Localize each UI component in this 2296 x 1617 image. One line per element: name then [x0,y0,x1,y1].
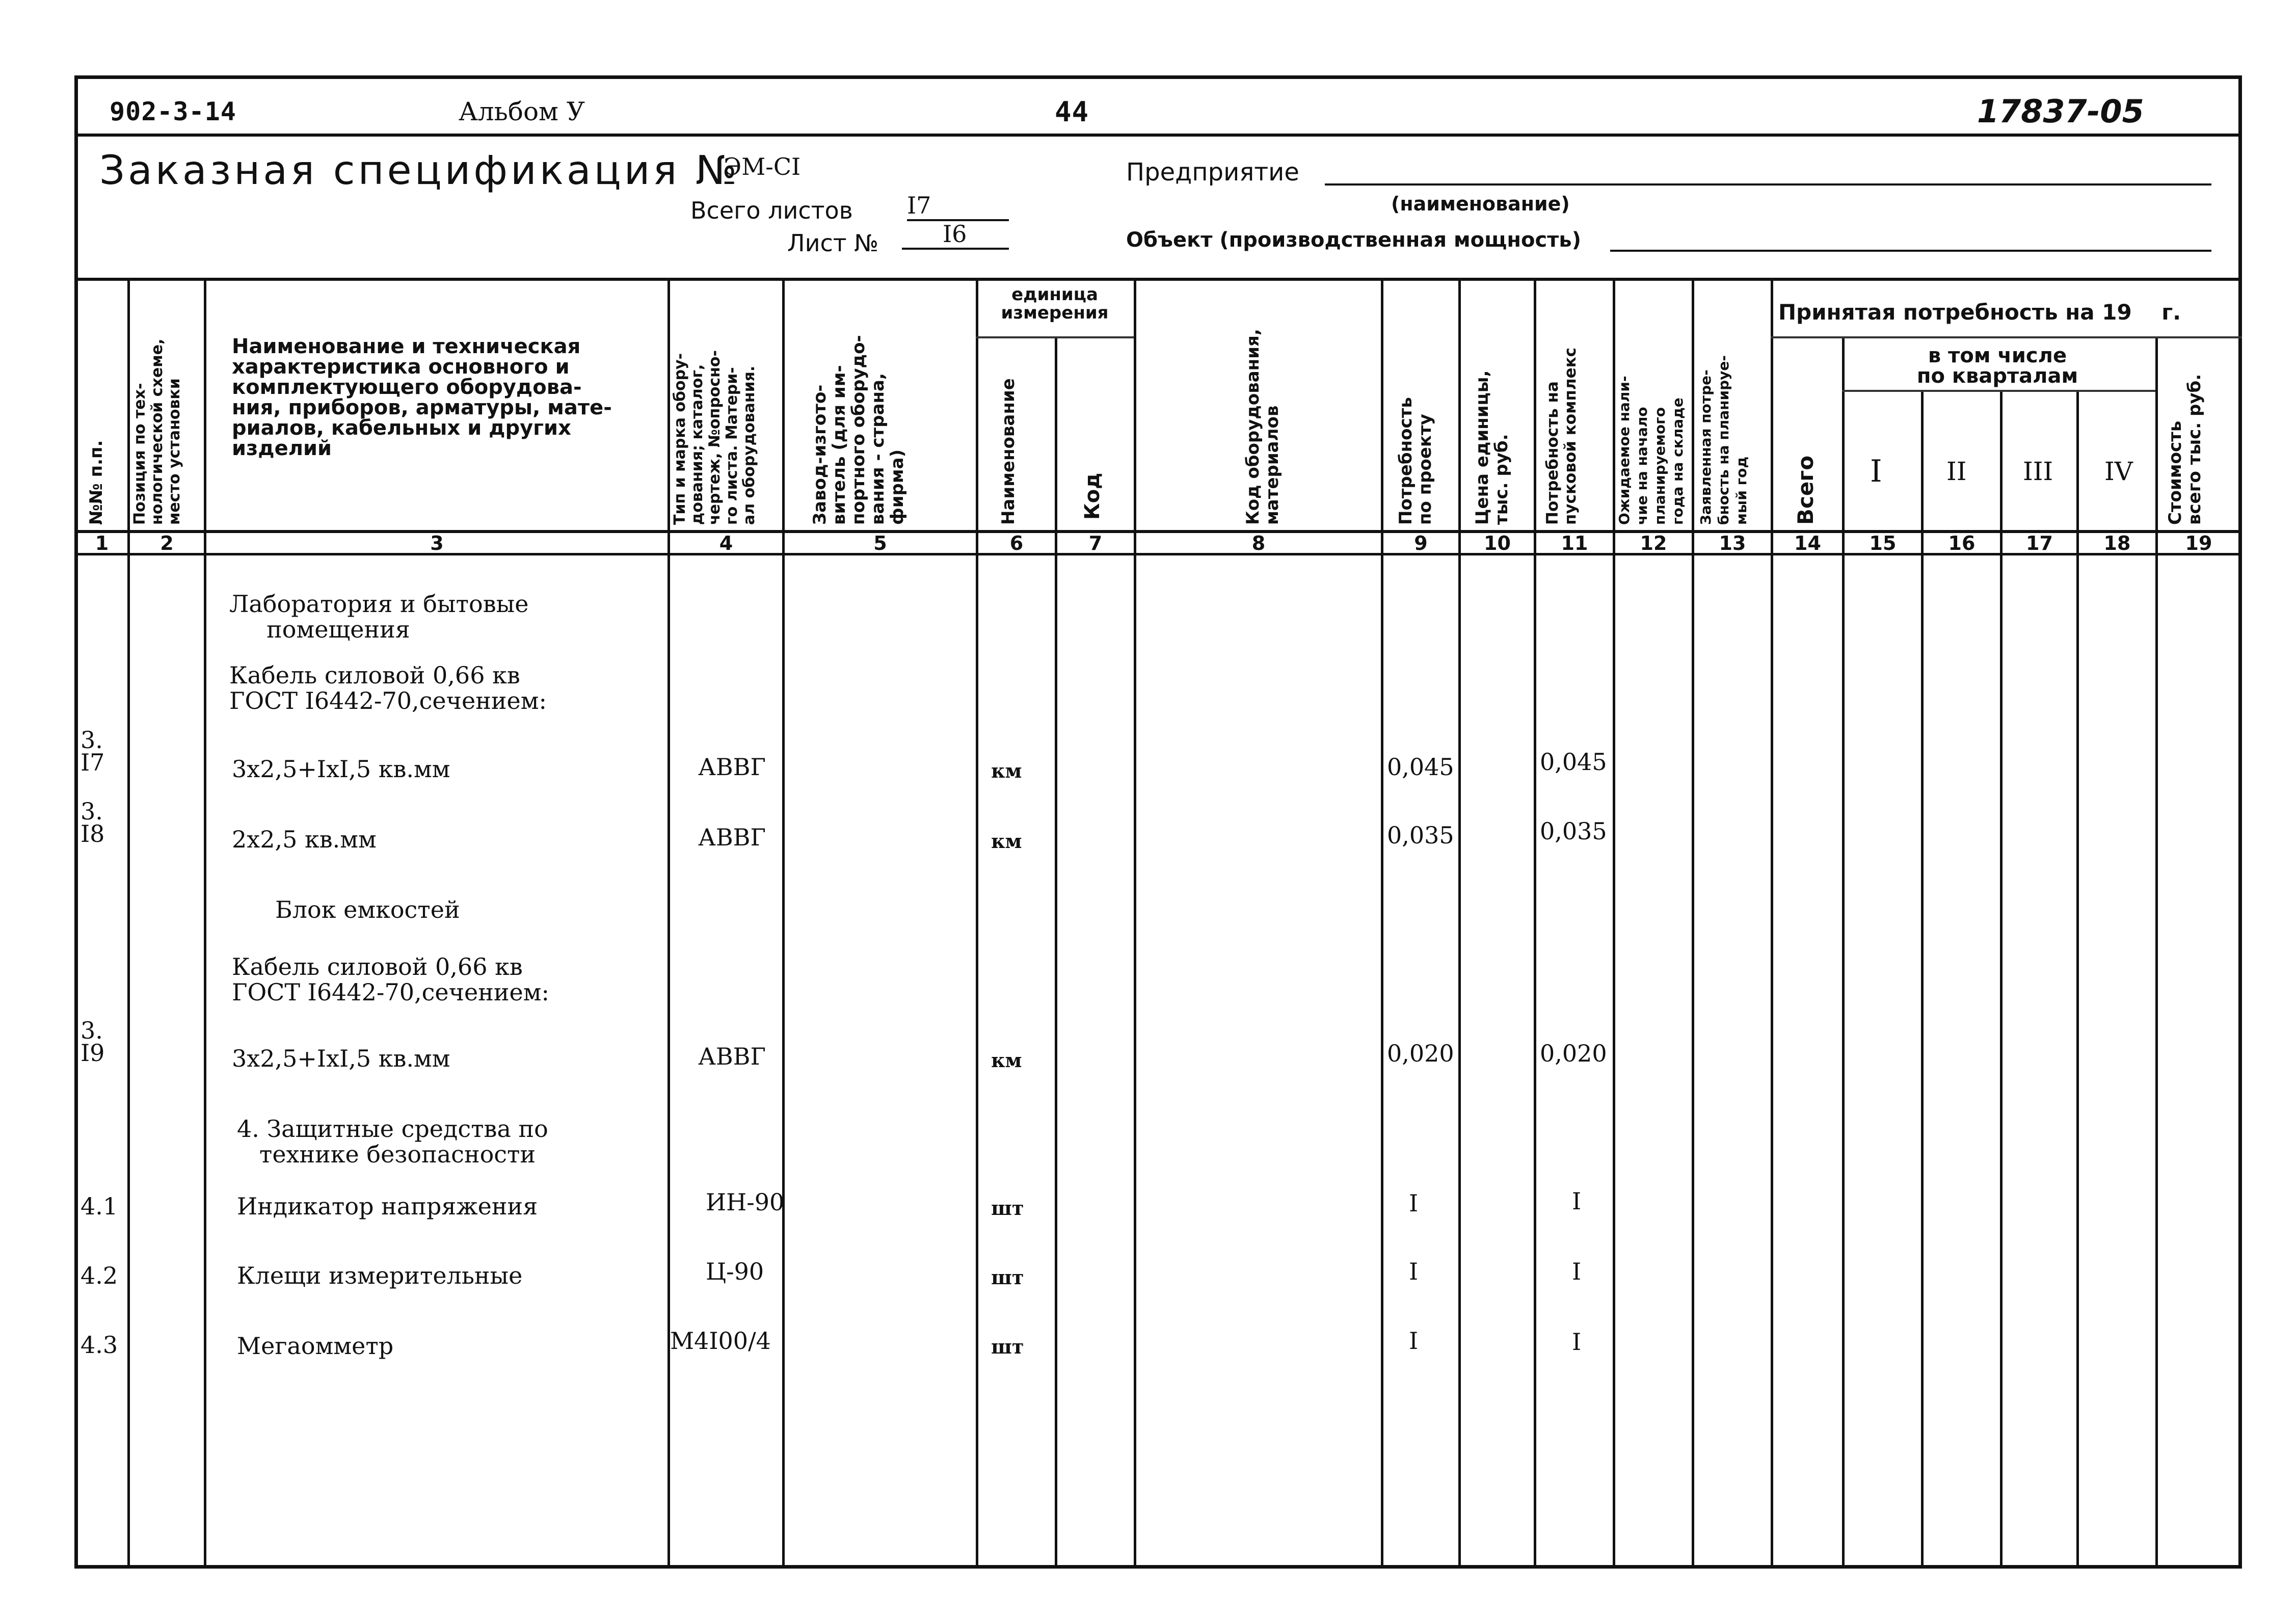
enterprise-note: (наименование) [1391,193,1570,215]
col-number: 15 [1869,532,1897,554]
row-number: 3. I7 [81,726,105,776]
col-header-13: Заявленная потре- бность на планируе- мый год [1697,355,1750,525]
col-number: 10 [1484,532,1511,554]
item-need: I [1409,1327,1419,1355]
col-line [1771,278,1773,1569]
album-label: Альбом У [459,97,585,126]
item-start-need: 0,020 [1540,1040,1607,1067]
col-line [976,278,978,1569]
item-unit: км [991,1049,1022,1072]
col-header-1: №№ п.п. [86,440,106,525]
col-header-7: Код [1081,472,1104,520]
doc-number: 17837-05 [1977,93,2144,130]
col-line [668,278,670,1569]
col-header-18: IV [2104,457,2133,486]
row-number: 3. I9 [81,1017,105,1067]
col-number: 6 [1009,532,1024,554]
col-line [2155,336,2158,1569]
col-line [2000,390,2003,1569]
row-number: 4.2 [81,1262,118,1289]
sheet-label: Лист № [787,229,879,257]
col-header-6: Наименование [998,378,1019,525]
col-header-10: Цена единицы, тыс. руб. [1472,370,1512,525]
col-line [1381,278,1383,1569]
item-start-need: I [1572,1258,1582,1285]
sheet-value: I6 [902,220,1009,250]
item-name: 3х2,5+IхI,5 кв.мм [232,755,450,783]
item-unit: км [991,759,1022,782]
item-group-heading: Кабель силовой 0,66 кв ГОСТ I6442-70,сечением: [232,953,550,1006]
col-header-15: I [1870,454,1882,489]
col-header-4: Тип и марка обору- дования; каталог, чертеж, №опросно- го листа. Матери- ал оборудования. [671,350,758,525]
col-number: 8 [1251,532,1266,554]
col-header-12: Ожидаемое нали- чие на начало планируемого года на складе [1616,376,1686,525]
item-need: 0,020 [1387,1040,1454,1067]
col-number: 11 [1561,532,1588,554]
section-heading: Блок емкостей [275,896,460,923]
col-header-2: Позиция по тех- нологической схеме, место установки [131,338,183,525]
quarters-group-header: в том числе по кварталам [1916,344,2078,388]
col-line [1692,278,1694,1569]
accepted-group-header: Принятая потребность на 19 г. [1778,300,2181,325]
col-number: 5 [873,532,887,554]
spec-number: ЭМ-CI [724,153,801,180]
col-number: 16 [1948,532,1975,554]
enterprise-label: Предприятие [1126,158,1299,187]
total-sheets-label: Всего листов [690,197,853,224]
col-number: 19 [2185,532,2212,554]
item-start-need: 0,035 [1540,817,1607,845]
col-line [782,278,785,1569]
item-name: 2х2,5 кв.мм [232,826,377,853]
item-name: Клещи измерительные [237,1262,523,1289]
col-number: 2 [160,532,174,554]
item-need: 0,035 [1387,821,1454,849]
item-name: Индикатор напряжения [237,1192,538,1220]
col-number: 13 [1719,532,1746,554]
col-number: 1 [95,532,109,554]
col-number: 17 [2026,532,2053,554]
col-header-5: Завод-изгото- витель (для им- портного оборудо- вания - страна, фирма) [810,335,907,525]
col-line [1534,278,1536,1569]
page-number: 44 [1055,96,1089,128]
col-number: 4 [719,532,733,554]
item-unit: шт [991,1335,1024,1358]
row-number: 4.3 [81,1331,118,1359]
enterprise-line [1325,183,2211,185]
item-unit: шт [991,1266,1024,1289]
col-line [1055,336,1057,1569]
col-header-9: Потребность по проекту [1396,397,1435,525]
section-heading: 4. Защитные средства по технике безопасности [237,1115,548,1168]
col-number: 3 [430,532,444,554]
item-unit: шт [991,1197,1024,1220]
item-name: Мегаомметр [237,1332,394,1360]
divider [74,134,2242,137]
col-line [2076,390,2079,1569]
item-need: I [1409,1258,1419,1285]
col-header-19: Стоимость всего тыс. руб. [2165,374,2205,525]
item-need: 0,045 [1387,753,1454,781]
col-number: 7 [1088,532,1103,554]
col-header-14: Всего [1793,455,1818,525]
col-number: 14 [1794,532,1821,554]
col-line [204,278,206,1569]
page-title: Заказная спецификация № [99,148,740,194]
item-type: М4I00/4 [670,1327,771,1355]
row-number: 4.1 [81,1192,118,1220]
col-number: 18 [2103,532,2131,554]
item-type: АВВГ [698,753,766,781]
col-header-11: Потребность на пусковой комплекс [1543,347,1580,525]
item-type: АВВГ [698,1043,766,1070]
col-line [1921,390,1924,1569]
item-type: ИН-90 [706,1188,785,1216]
col-line [1134,278,1136,1569]
col-header-17: III [2023,457,2053,486]
item-type: АВВГ [698,824,766,851]
group-line [1771,336,2242,338]
col-line [1842,336,1845,1569]
section-heading: Лаборатория и бытовые помещения [229,590,529,643]
col-number: 9 [1414,532,1428,554]
item-type: Ц-90 [706,1258,764,1285]
unit-group-header: единица измерения [1001,284,1109,323]
object-label: Объект (производственная мощность) [1126,228,1581,252]
divider [74,278,2242,281]
item-unit: км [991,830,1022,853]
row-number: 3. I8 [81,798,105,847]
item-name: 3х2,5+IхI,5 кв.мм [232,1045,450,1072]
item-group-heading: Кабель силовой 0,66 кв ГОСТ I6442-70,сечением: [229,661,547,714]
item-start-need: I [1572,1187,1582,1215]
col-line [1458,278,1461,1569]
col-line [127,278,130,1569]
item-start-need: I [1572,1328,1582,1356]
group-line [1842,390,2155,392]
item-start-need: 0,045 [1540,748,1607,776]
col-header-8: Код оборудования, материалов [1243,329,1283,525]
document-code: 902-3-14 [110,97,236,126]
col-header-16: II [1946,457,1967,486]
col-number: 12 [1640,532,1667,554]
item-need: I [1409,1189,1419,1217]
col-header-3: Наименование и техническая характеристика основного и комплектующего оборудова- ния, приборов, арматуры, мате- риалов, кабельных и других изделий [232,335,612,460]
object-line [1610,250,2211,252]
total-sheets-value: I7 [907,192,1009,221]
group-line [976,336,1134,338]
